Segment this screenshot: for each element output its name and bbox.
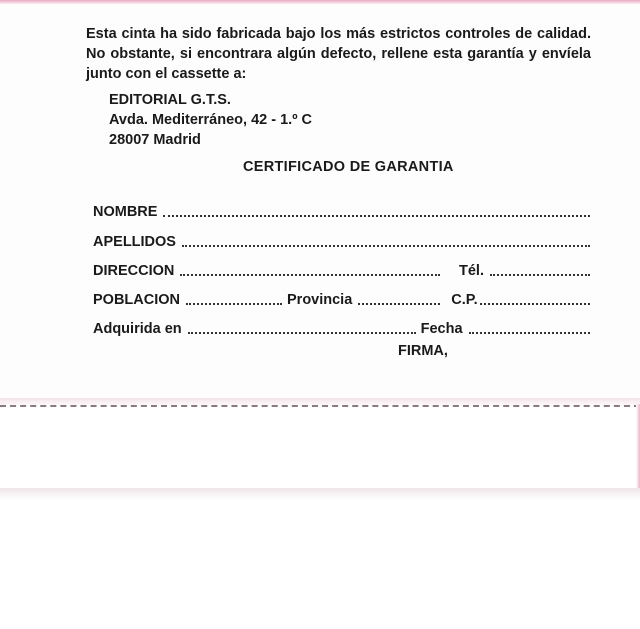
intro-paragraph: Esta cinta ha sido fabricada bajo los más estrictos controles de calidad. No obstante, si encontrara algún defecto, rellene esta garantía y envíela junto con el cassette a: bbox=[86, 26, 591, 82]
address-line-publisher: EDITORIAL G.T.S. bbox=[109, 92, 231, 108]
apellidos-label: APELLIDOS bbox=[93, 234, 176, 250]
direccion-label: DIRECCION bbox=[93, 263, 175, 279]
address-line-street: Avda. Mediterráneo, 42 - 1.º C bbox=[109, 112, 312, 128]
form-row-poblacion bbox=[93, 288, 595, 308]
address-line-city: 28007 Madrid bbox=[109, 132, 201, 148]
provincia-field[interactable] bbox=[358, 289, 440, 305]
form-row-adquirida bbox=[93, 317, 595, 337]
direccion-field[interactable] bbox=[180, 260, 440, 276]
fecha-label: Fecha bbox=[420, 321, 463, 337]
mailing-address bbox=[109, 90, 312, 150]
tel-label: Tél. bbox=[459, 263, 484, 279]
flap-edge-tint bbox=[636, 404, 640, 494]
form-row-direccion bbox=[93, 259, 595, 279]
adquirida-en-label: Adquirida en bbox=[93, 321, 182, 337]
cp-field[interactable] bbox=[480, 289, 590, 305]
poblacion-label: POBLACION bbox=[93, 292, 180, 308]
nombre-label: NOMBRE bbox=[93, 204, 158, 220]
form-row-nombre bbox=[93, 200, 595, 220]
fold-flap bbox=[0, 410, 640, 490]
poblacion-field[interactable] bbox=[186, 289, 282, 305]
provincia-label: Provincia bbox=[287, 292, 353, 308]
form-row-apellidos bbox=[93, 230, 595, 250]
warranty-card bbox=[0, 4, 640, 406]
cp-label: C.P. bbox=[451, 292, 478, 308]
tel-field[interactable] bbox=[490, 260, 590, 276]
apellidos-field[interactable] bbox=[182, 231, 590, 247]
adquirida-en-field[interactable] bbox=[188, 318, 416, 334]
firma-label: FIRMA, bbox=[398, 343, 448, 359]
nombre-field[interactable] bbox=[163, 201, 590, 217]
fecha-field[interactable] bbox=[469, 318, 590, 334]
certificate-title: CERTIFICADO DE GARANTIA bbox=[243, 159, 454, 175]
fold-shadow bbox=[0, 488, 640, 500]
perforation-line-top bbox=[0, 405, 640, 407]
